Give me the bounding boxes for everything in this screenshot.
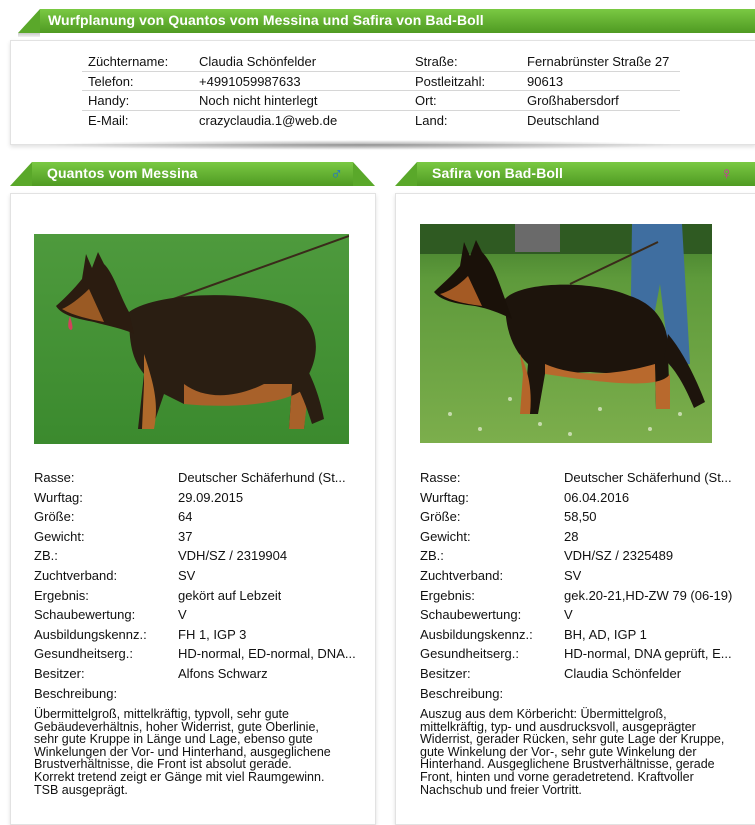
result-value: gekört auf Lebzeit [178, 587, 282, 603]
detail-label: Rasse: [420, 470, 461, 485]
detail-row [34, 490, 364, 510]
detail-label: Ausbildungskennz.: [34, 626, 147, 642]
description-line: Widerrist, gerader Rücken, sehr gute Lage der Kruppe, [420, 732, 725, 747]
panel-shadow [40, 140, 680, 150]
breed-club-value: SV [178, 567, 196, 583]
female-dog-name: Safira von Bad-Boll [432, 165, 564, 181]
detail-row [34, 509, 364, 529]
breed-value: Deutscher Schäferhund (St... [178, 470, 346, 485]
detail-label: ZB.: [34, 548, 58, 564]
contact-label: Ort: [415, 93, 437, 108]
city-value: Großhabersdorf [527, 93, 619, 108]
description-line: Brustverhältnisse, die Front ist absolut gerade. [34, 757, 292, 772]
email-value: crazyclaudia.1@web.de [199, 112, 338, 128]
banner-right-wing [353, 162, 375, 186]
contact-label: Telefon: [88, 73, 134, 89]
breed-value: Deutscher Schäferhund (St... [564, 470, 732, 485]
description-line: Korrekt tretend zeigt er Gänge mit viel Raumgewinn. [34, 769, 325, 784]
contact-label: Handy: [88, 93, 130, 108]
contact-label: E-Mail: [88, 112, 129, 128]
show-rating-value: V [564, 607, 573, 623]
detail-row [420, 529, 750, 549]
size-value: 58,50 [564, 509, 597, 525]
detail-row [34, 568, 364, 588]
detail-row [34, 686, 364, 706]
detail-label: ZB.: [420, 548, 444, 564]
health-value: HD-normal, ED-normal, DNA... [178, 646, 356, 662]
weight-value: 28 [564, 528, 579, 544]
breeder-contact-table [82, 52, 680, 129]
male-dog-name: Quantos vom Messina [47, 165, 198, 181]
detail-label: Besitzer: [34, 665, 85, 681]
detail-row [420, 607, 750, 627]
country-value: Deutschland [527, 112, 600, 128]
owner-value: Alfons Schwarz [178, 665, 268, 681]
detail-row [420, 627, 750, 647]
owner-value: Claudia Schönfelder [564, 665, 682, 681]
description-line: Gebäudeverhältnis, hoher Widerrist, gute Oberlinie, [34, 719, 319, 734]
detail-label: Beschreibung: [420, 685, 504, 701]
detail-row [420, 588, 750, 608]
contact-row [82, 91, 680, 111]
female-description [420, 708, 750, 796]
contact-row [82, 72, 680, 92]
detail-label: Rasse: [34, 470, 75, 485]
male-dog-photo [34, 234, 349, 444]
result-value: gek.20-21,HD-ZW 79 (06-19) [564, 587, 733, 603]
detail-row [420, 490, 750, 510]
description-line: Winkelungen der Vor- und Hinterhand, ausgeglichene [34, 744, 331, 759]
detail-row [34, 529, 364, 549]
contact-label: Land: [415, 112, 448, 128]
breeder-name-value: Claudia Schönfelder [199, 54, 317, 69]
detail-label: Gesundheitserg.: [420, 646, 520, 662]
detail-label: Größe: [420, 509, 461, 525]
detail-label: Besitzer: [420, 665, 471, 681]
street-value: Fernabrünster Straße 27 [527, 54, 670, 69]
registry-value: VDH/SZ / 2319904 [178, 548, 288, 564]
detail-label: Größe: [34, 509, 75, 525]
contact-row [82, 52, 680, 72]
description-line: sehr gute Kruppe in Länge und Lage, ebenso gute [34, 732, 313, 747]
banner-fold [18, 33, 40, 37]
detail-label: Schaubewertung: [34, 607, 136, 623]
female-symbol-icon: ♀ [720, 164, 733, 183]
description-line: Nachschub und freier Vortritt. [420, 782, 582, 797]
detail-row [34, 666, 364, 686]
male-symbol-icon: ♂ [330, 164, 343, 183]
detail-label: Beschreibung: [34, 685, 118, 701]
detail-label: Gewicht: [34, 528, 85, 544]
detail-row [34, 588, 364, 608]
male-dog-banner [10, 162, 375, 190]
banner-left-wing [18, 9, 40, 33]
detail-row [420, 568, 750, 588]
description-line: Übermittelgroß, mittelkräftig, typvoll, sehr gute [34, 707, 289, 721]
birth-date-value: 06.04.2016 [564, 489, 630, 505]
detail-label: Schaubewertung: [420, 607, 522, 623]
weight-value: 37 [178, 528, 193, 544]
detail-row [34, 470, 364, 490]
description-line: TSB ausgeprägt. [34, 782, 128, 797]
training-value: BH, AD, IGP 1 [564, 626, 647, 642]
detail-row [420, 646, 750, 666]
detail-row [34, 646, 364, 666]
description-line: mittelkräftig, typ- und ausdrucksvoll, ausgeprägter [420, 719, 696, 734]
show-rating-value: V [178, 607, 187, 623]
description-line: Auszug aus dem Körbericht: Übermittelgroß, [420, 707, 667, 721]
mobile-value: Noch nicht hinterlegt [199, 93, 318, 108]
banner-left-wing [395, 162, 417, 186]
phone-value: +4991059987633 [199, 73, 301, 89]
birth-date-value: 29.09.2015 [178, 489, 244, 505]
detail-label: Gewicht: [420, 528, 471, 544]
detail-row [420, 686, 750, 706]
detail-label: Zuchtverband: [34, 567, 118, 583]
header-banner [18, 9, 755, 37]
size-value: 64 [178, 509, 193, 525]
detail-row [34, 548, 364, 568]
description-line: Front, hinten und vorne geradetretend. Kraftvoller [420, 769, 694, 784]
detail-row [34, 627, 364, 647]
contact-row [82, 111, 680, 130]
detail-label: Zuchtverband: [420, 567, 504, 583]
description-line: Hinterhand. Ausgeglichene Brustverhältnisse, gerade [420, 757, 715, 772]
detail-label: Gesundheitserg.: [34, 646, 134, 662]
detail-label: Ausbildungskennz.: [420, 626, 533, 642]
female-dog-photo [420, 224, 712, 443]
male-details [34, 470, 364, 705]
male-description [34, 708, 369, 796]
description-line: gute Winkelung der Vor-, sehr gute Winkelung der [420, 744, 697, 759]
female-details [420, 470, 750, 705]
contact-label: Straße: [415, 54, 458, 69]
training-value: FH 1, IGP 3 [178, 626, 247, 642]
detail-label: Ergebnis: [34, 587, 89, 603]
detail-label: Ergebnis: [420, 587, 475, 603]
detail-row [420, 470, 750, 490]
detail-label: Wurftag: [34, 489, 83, 505]
detail-row [420, 509, 750, 529]
female-dog-banner [395, 162, 755, 190]
banner-left-wing [10, 162, 32, 186]
breed-club-value: SV [564, 567, 582, 583]
detail-row [420, 666, 750, 686]
detail-row [34, 607, 364, 627]
registry-value: VDH/SZ / 2325489 [564, 548, 674, 564]
page-title: Wurfplanung von Quantos vom Messina und Safira von Bad-Boll [48, 12, 484, 28]
contact-label: Postleitzahl: [415, 73, 486, 89]
contact-label: Züchtername: [88, 54, 169, 69]
detail-label: Wurftag: [420, 489, 469, 505]
health-value: HD-normal, DNA geprüft, E... [564, 646, 732, 662]
detail-row [420, 548, 750, 568]
postal-code-value: 90613 [527, 73, 564, 89]
